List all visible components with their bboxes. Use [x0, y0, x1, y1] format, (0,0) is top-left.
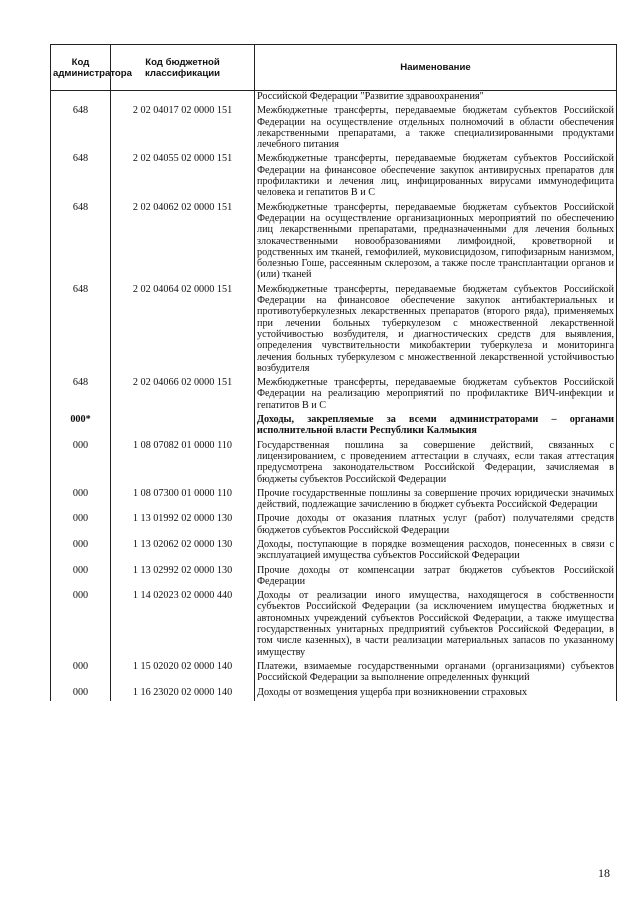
budget-code-cell: 1 13 02992 02 0000 130 — [111, 565, 255, 591]
table-row — [51, 590, 617, 661]
table-row — [51, 539, 617, 565]
budget-classification-table — [50, 44, 617, 701]
name-cell: Прочие доходы от оказания платных услуг (работ) получателями средств бюджетов субъектов Российской Федерации — [255, 513, 617, 539]
budget-code-cell — [111, 414, 255, 440]
name-cell: Межбюджетные трансферты, передаваемые бюджетам субъектов Российской Федерации на осуществление организационных мероприятий по обеспечению лиц лекарственными препаратами, предназначенными для лечения больных злокачественными новообразованиями лимфоидной, кроветворной и родственных им тканей, гемофилией, муковисцидозом, гипофизарным нанизмом, болезнью Гоше, рассеянным склерозом, а также после трансплантации органов и (или) тканей — [255, 202, 617, 284]
admin-code-cell: 648 — [51, 202, 111, 284]
name-cell: Российской Федерации "Развитие здравоохранения" — [255, 91, 617, 106]
budget-code-cell: 2 02 04062 02 0000 151 — [111, 202, 255, 284]
table-row — [51, 284, 617, 377]
name-cell: Межбюджетные трансферты, передаваемые бюджетам субъектов Российской Федерации на реализацию мероприятий по профилактике ВИЧ-инфекции и гепатитов В и С — [255, 377, 617, 414]
admin-code-cell: 000 — [51, 661, 111, 687]
budget-code-cell: 1 15 02020 02 0000 140 — [111, 661, 255, 687]
name-cell: Платежи, взимаемые государственными органами (организациями) субъектов Российской Федерации за выполнение определенных функций — [255, 661, 617, 687]
table-row — [51, 565, 617, 591]
name-cell: Государственная пошлина за совершение действий, связанных с лицензированием, с проведением аттестации в случаях, если такая аттестация предусмотрена законодательством Российской Федерации, зачисляемая в бюджеты субъектов Российской Федерации — [255, 440, 617, 488]
table-row — [51, 513, 617, 539]
header-name: Наименование — [255, 45, 617, 91]
name-cell: Межбюджетные трансферты, передаваемые бюджетам субъектов Российской Федерации на финансовое обеспечение закупок антивирусных препаратов для профилактики и лечения лиц, инфицированных вирусами иммунодефицита человека и гепатитов В и С — [255, 153, 617, 201]
admin-code-cell: 000 — [51, 440, 111, 488]
name-cell: Доходы от реализации иного имущества, находящегося в собственности субъектов Российской Федерации (за исключением имущества бюджетных и автономных учреждений субъектов Российской Федерации, а также имущества государственных унитарных предприятий субъектов Российской Федерации, в том числе казенных), в части реализации материальных запасов по указанному имуществу — [255, 590, 617, 661]
admin-code-cell: 648 — [51, 284, 111, 377]
admin-code-cell: 648 — [51, 153, 111, 201]
admin-code-cell: 000 — [51, 590, 111, 661]
admin-code-cell: 000 — [51, 539, 111, 565]
budget-code-cell: 1 08 07082 01 0000 110 — [111, 440, 255, 488]
table-row — [51, 377, 617, 414]
table-row — [51, 202, 617, 284]
header-admin-code: Код администратора — [51, 45, 111, 91]
admin-code-cell: 000* — [51, 414, 111, 440]
admin-code-cell: 000 — [51, 488, 111, 514]
admin-code-cell: 000 — [51, 513, 111, 539]
page-number: 18 — [598, 866, 610, 880]
name-cell: Межбюджетные трансферты, передаваемые бюджетам субъектов Российской Федерации на осуществление отдельных полномочий в области обеспечения лекарственными препаратами, а также специализированными продуктами лечебного питания — [255, 105, 617, 153]
budget-code-cell — [111, 91, 255, 106]
table-row — [51, 440, 617, 488]
table-row — [51, 91, 617, 106]
budget-code-cell: 2 02 04055 02 0000 151 — [111, 153, 255, 201]
name-cell: Доходы от возмещения ущерба при возникновении страховых — [255, 687, 617, 701]
table-row — [51, 488, 617, 514]
budget-code-cell: 1 13 02062 02 0000 130 — [111, 539, 255, 565]
name-cell: Межбюджетные трансферты, передаваемые бюджетам субъектов Российской Федерации на финансовое обеспечение закупок антибактериальных и противотуберкулезных лекарственных препаратов (второго ряда), применяемых при лечении больных туберкулезом с множественной лекарственной устойчивостью возбудителя, и диагностических средств для выявления, определения чувствительности микобактерии туберкулеза и мониторинга лечения больных туберкулезом с множественной лекарственной устойчивостью возбудителя — [255, 284, 617, 377]
table-row — [51, 687, 617, 701]
table-row — [51, 153, 617, 201]
table-header-row — [51, 45, 617, 91]
table-row — [51, 661, 617, 687]
budget-code-cell: 1 14 02023 02 0000 440 — [111, 590, 255, 661]
budget-code-cell: 1 16 23020 02 0000 140 — [111, 687, 255, 701]
name-cell: Доходы, закрепляемые за всеми администраторами – органами исполнительной власти Республики Калмыкия — [255, 414, 617, 440]
name-cell: Прочие доходы от компенсации затрат бюджетов субъектов Российской Федерации — [255, 565, 617, 591]
admin-code-cell: 648 — [51, 105, 111, 153]
name-cell: Доходы, поступающие в порядке возмещения расходов, понесенных в связи с эксплуатацией имущества субъектов Российской Федерации — [255, 539, 617, 565]
admin-code-cell: 000 — [51, 565, 111, 591]
budget-code-cell: 1 08 07300 01 0000 110 — [111, 488, 255, 514]
name-cell: Прочие государственные пошлины за совершение прочих юридически значимых действий, подлежащие зачислению в бюджет субъекта Российской Федерации — [255, 488, 617, 514]
budget-code-cell: 1 13 01992 02 0000 130 — [111, 513, 255, 539]
table-row — [51, 105, 617, 153]
admin-code-cell: 000 — [51, 687, 111, 701]
admin-code-cell: 648 — [51, 377, 111, 414]
table-row — [51, 414, 617, 440]
budget-code-cell: 2 02 04064 02 0000 151 — [111, 284, 255, 377]
budget-code-cell: 2 02 04017 02 0000 151 — [111, 105, 255, 153]
budget-code-cell: 2 02 04066 02 0000 151 — [111, 377, 255, 414]
admin-code-cell — [51, 91, 111, 106]
header-budget-code: Код бюджетной классификации — [111, 45, 255, 91]
